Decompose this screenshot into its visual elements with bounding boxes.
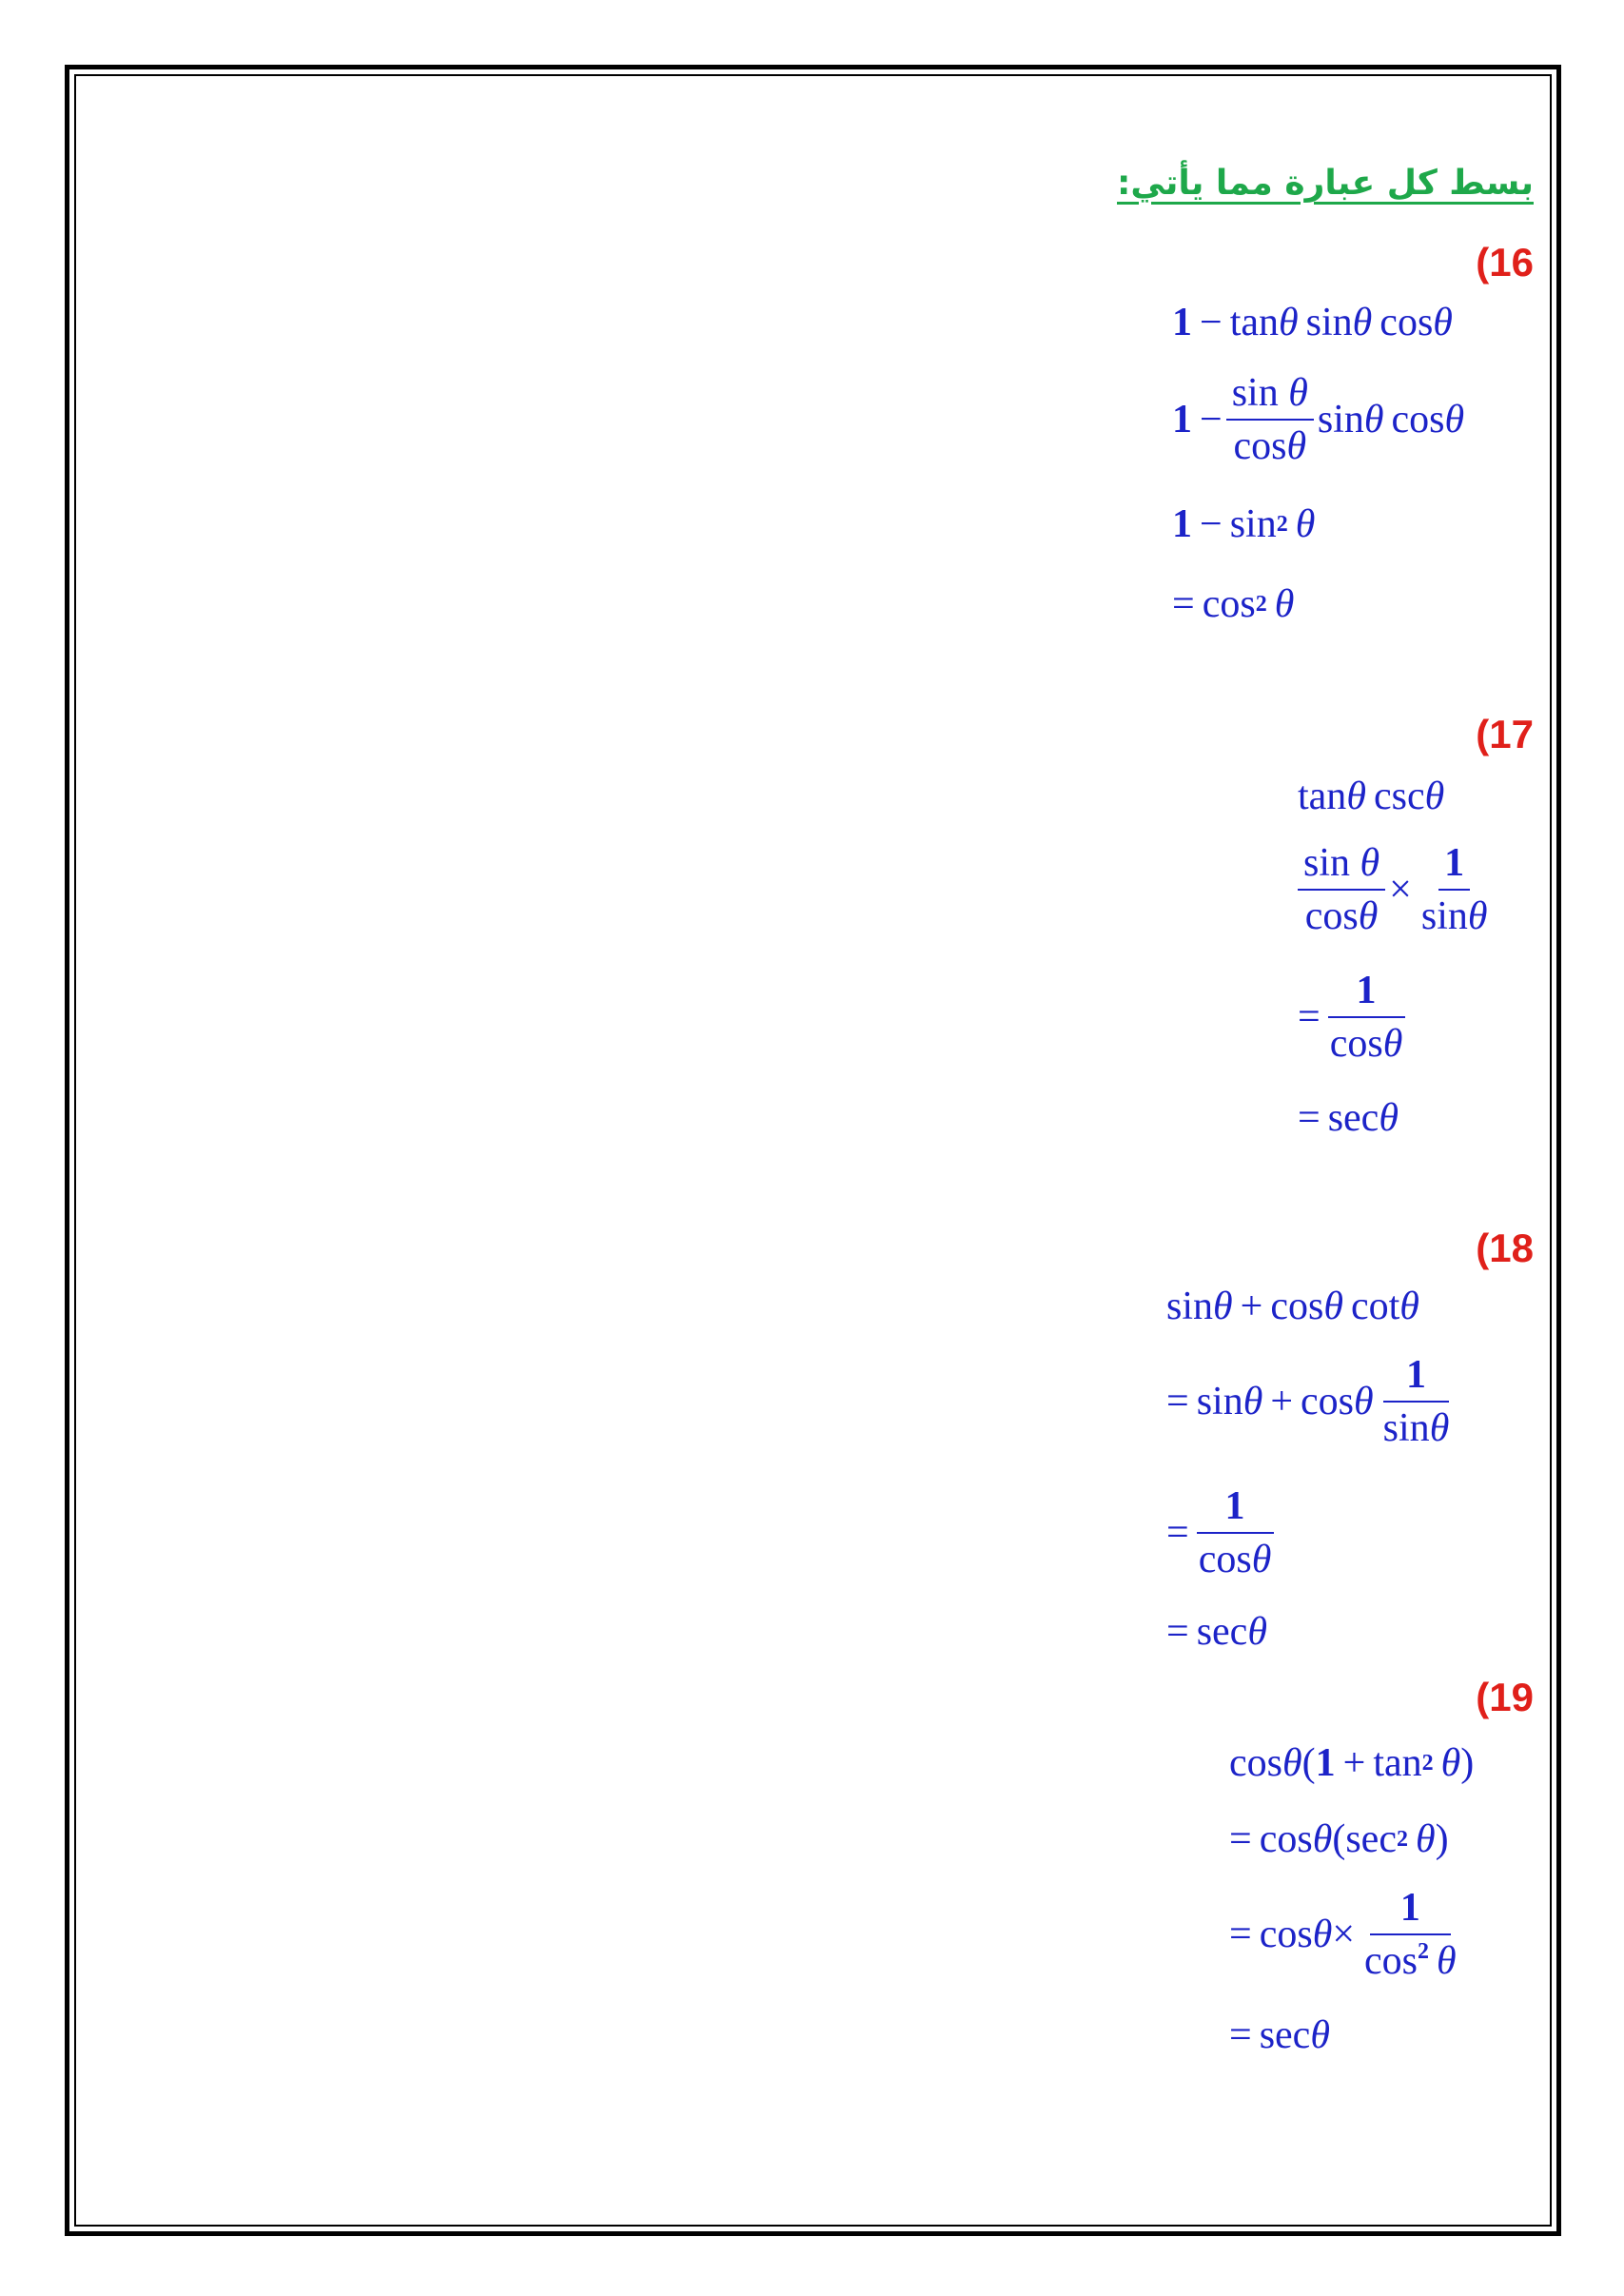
fraction: $\frac{\text{sin θ}}{\cos\theta}$ bbox=[1298, 843, 1385, 936]
p16-step-1: 1 − tan θ sin θ cos θ bbox=[1172, 301, 1453, 344]
p19-step-2: = cos θ ( sec 2 θ ) bbox=[1229, 1817, 1449, 1861]
p18-step-4: = sec θ bbox=[1166, 1610, 1267, 1654]
p18-step-3: = $\frac{1}{\cos\theta}$ bbox=[1166, 1486, 1281, 1580]
p18-step-2: = sin θ + cos θ $\frac{1}{\sin\theta}$ bbox=[1166, 1355, 1458, 1448]
p16-step-2: 1 − $\frac{\text{sin θ}}{\cos\theta}$ sin θ cos θ bbox=[1172, 371, 1465, 468]
p17-step-4: = sec θ bbox=[1298, 1096, 1399, 1140]
p19-step-3: = cos θ × $\frac{1}{\cos^2 \theta}$ bbox=[1229, 1888, 1466, 1981]
p17-step-1: tan θ csc θ bbox=[1298, 775, 1445, 818]
fraction: $\frac{1}{\sin\theta}$ bbox=[1382, 1353, 1450, 1450]
p17-step-3: = $\frac{1}{\cos\theta}$ bbox=[1298, 971, 1412, 1064]
p16-step-4: = cos 2 θ bbox=[1172, 582, 1295, 626]
p16-step-3: 1 − sin 2 θ bbox=[1172, 502, 1316, 546]
problem-number-17: (17 bbox=[1476, 712, 1534, 756]
p18-step-1: sin θ + cos θ cot θ bbox=[1166, 1285, 1419, 1328]
fraction: $\frac{1}{\cos^2 \theta}$ bbox=[1364, 1886, 1457, 1983]
problem-number-18: (18 bbox=[1476, 1226, 1534, 1270]
worksheet-heading: بسط كل عبارة مما يأتي: bbox=[1117, 164, 1534, 203]
fraction: $\frac{1}{\sin\theta}$ bbox=[1420, 841, 1488, 938]
p19-step-1: cos θ ( 1 + tan 2 θ ) bbox=[1229, 1741, 1475, 1785]
step-transcripts bbox=[0, 0, 1, 1]
p17-step-2: $\frac{\text{sin θ}}{\cos\theta}$ × $\frac{1}{\sin\theta}$ bbox=[1298, 843, 1497, 936]
problem-number-19: (19 bbox=[1476, 1675, 1534, 1719]
fraction: $\frac{1}{\cos\theta}$ bbox=[1193, 1486, 1278, 1580]
problem-number-16: (16 bbox=[1476, 240, 1534, 285]
fraction: $\frac{\text{sin θ}}{\cos\theta}$ bbox=[1226, 373, 1314, 466]
p19-step-4: = sec θ bbox=[1229, 2013, 1330, 2057]
fraction: $\frac{1}{\cos\theta}$ bbox=[1324, 971, 1409, 1064]
